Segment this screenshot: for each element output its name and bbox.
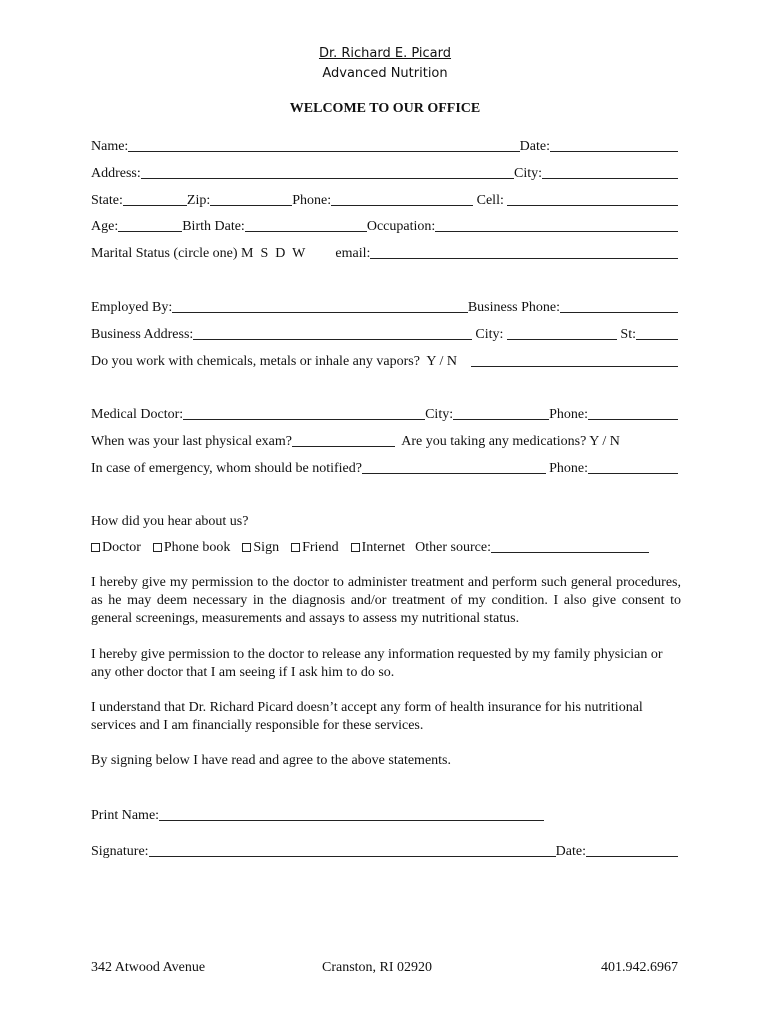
medical-phone-field[interactable]: [588, 419, 678, 420]
business-city-field[interactable]: [507, 339, 617, 340]
referral-option-internet[interactable]: [351, 540, 406, 556]
agreement-statement: By signing below I have read and agree to the above statements.: [91, 753, 451, 768]
medical-doctor-row: [91, 403, 678, 423]
checkbox-icon[interactable]: [242, 543, 251, 552]
zip-field[interactable]: [210, 205, 292, 206]
zip-label: Zip:: [186, 193, 211, 208]
state-zip-phone-row: [91, 189, 678, 209]
business-state-field[interactable]: [636, 339, 678, 340]
referral-option-sign[interactable]: [242, 540, 279, 556]
consent-statement: I hereby give my permission to the doctor to administer treatment and perform such general procedures, as he may deem necessary in the diagnosis and/or treatment of my condition. I also give consent to general screenings, measurements and assays to assess my nutritional status.: [91, 575, 681, 626]
emergency-phone-field[interactable]: [588, 473, 678, 474]
email-field[interactable]: [370, 258, 678, 259]
age-birth-occupation-row: [91, 215, 678, 235]
business-phone-field[interactable]: [560, 312, 678, 313]
footer-address: 342 Atwood Avenue: [91, 960, 206, 975]
referral-option-friend[interactable]: [291, 540, 339, 556]
business-state-label: St:: [616, 327, 636, 342]
age-label: Age:: [91, 219, 119, 234]
email-label: email:: [335, 246, 371, 261]
medical-phone-label: Phone:: [549, 407, 588, 422]
occupation-field[interactable]: [435, 231, 678, 232]
cell-field[interactable]: [507, 205, 678, 206]
age-field[interactable]: [118, 231, 182, 232]
business-address-row: [91, 323, 678, 343]
referral-question-row: [91, 510, 678, 530]
footer-phone: 401.942.6967: [601, 960, 678, 975]
occupation-label: Occupation:: [366, 219, 436, 234]
release-statement: I hereby give permission to the doctor to release any information requested by my family physician or any other doctor that I am seeing if I ask him to do so.: [91, 647, 663, 680]
referral-option-phone-book[interactable]: [153, 540, 231, 556]
state-label: State:: [91, 193, 123, 208]
business-address-label: Business Address:: [91, 327, 194, 342]
birth-date-label: Birth Date:: [182, 219, 245, 234]
name-date-row: [91, 135, 678, 155]
employed-by-label: Employed By:: [91, 300, 173, 315]
physical-exam-row: [91, 430, 678, 450]
signature-date-label: Date:: [555, 844, 586, 859]
city-label: City:: [513, 166, 542, 181]
address-city-row: [91, 162, 678, 182]
checkbox-icon[interactable]: [91, 543, 100, 552]
other-source-field[interactable]: [491, 552, 649, 553]
checkbox-icon[interactable]: [291, 543, 300, 552]
chemicals-detail-field[interactable]: [471, 366, 678, 367]
business-city-label: City:: [471, 327, 507, 342]
employed-by-field[interactable]: [172, 312, 468, 313]
chemicals-question[interactable]: Do you work with chemicals, metals or inhale any vapors? Y / N: [91, 354, 457, 369]
name-label: Name:: [91, 139, 129, 154]
footer-city: Cranston, RI 02920: [322, 960, 433, 975]
option-label: Sign: [253, 540, 280, 555]
phone-field[interactable]: [331, 205, 473, 206]
emergency-field[interactable]: [362, 473, 546, 474]
address-label: Address:: [91, 166, 141, 181]
business-address-field[interactable]: [193, 339, 472, 340]
doctor-name: Dr. Richard E. Picard: [318, 46, 452, 61]
signature-date-field[interactable]: [586, 856, 678, 857]
business-phone-label: Business Phone:: [467, 300, 560, 315]
referral-options-row: [91, 536, 678, 556]
employer-row: [91, 296, 678, 316]
date-label: Date:: [519, 139, 550, 154]
medical-doctor-label: Medical Doctor:: [91, 407, 184, 422]
option-label: Friend: [302, 540, 339, 555]
practice-name: Advanced Nutrition: [322, 66, 448, 81]
option-label: Doctor: [102, 540, 141, 555]
medical-city-label: City:: [425, 407, 454, 422]
name-field[interactable]: [128, 151, 519, 152]
date-field[interactable]: [550, 151, 678, 152]
birth-date-field[interactable]: [245, 231, 367, 232]
signature-row: [91, 840, 678, 860]
emergency-label: In case of emergency, whom should be notified?: [91, 461, 362, 476]
chemicals-row: [91, 350, 678, 370]
checkbox-icon[interactable]: [153, 543, 162, 552]
print-name-row: [91, 804, 544, 824]
option-label: Phone book: [163, 540, 231, 555]
phone-label: Phone:: [292, 193, 332, 208]
welcome-title: WELCOME TO OUR OFFICE: [289, 101, 481, 116]
last-physical-label: When was your last physical exam?: [91, 434, 292, 449]
medical-city-field[interactable]: [453, 419, 549, 420]
cell-label: Cell:: [473, 193, 508, 208]
emergency-phone-label: Phone:: [545, 461, 588, 476]
state-field[interactable]: [123, 205, 187, 206]
last-physical-field[interactable]: [292, 446, 395, 447]
signature-field[interactable]: [149, 856, 556, 857]
other-source-label: Other source:: [415, 540, 491, 555]
medical-doctor-field[interactable]: [183, 419, 425, 420]
insurance-statement: I understand that Dr. Richard Picard doesn’t accept any form of health insurance for his nutritional services and I am financially responsible for these services.: [91, 700, 643, 733]
print-name-label: Print Name:: [91, 808, 160, 823]
address-field[interactable]: [141, 178, 514, 179]
city-field[interactable]: [542, 178, 678, 179]
marital-email-row: [91, 242, 678, 262]
referral-option-doctor[interactable]: [91, 540, 141, 556]
print-name-field[interactable]: [159, 820, 544, 821]
signature-label: Signature:: [91, 844, 149, 859]
medications-question[interactable]: Are you taking any medications? Y / N: [395, 434, 620, 449]
referral-question: How did you hear about us?: [91, 514, 249, 529]
emergency-row: [91, 457, 678, 477]
marital-status-label[interactable]: Marital Status (circle one) M S D W: [91, 246, 306, 261]
option-label: Internet: [361, 540, 406, 555]
checkbox-icon[interactable]: [351, 543, 360, 552]
